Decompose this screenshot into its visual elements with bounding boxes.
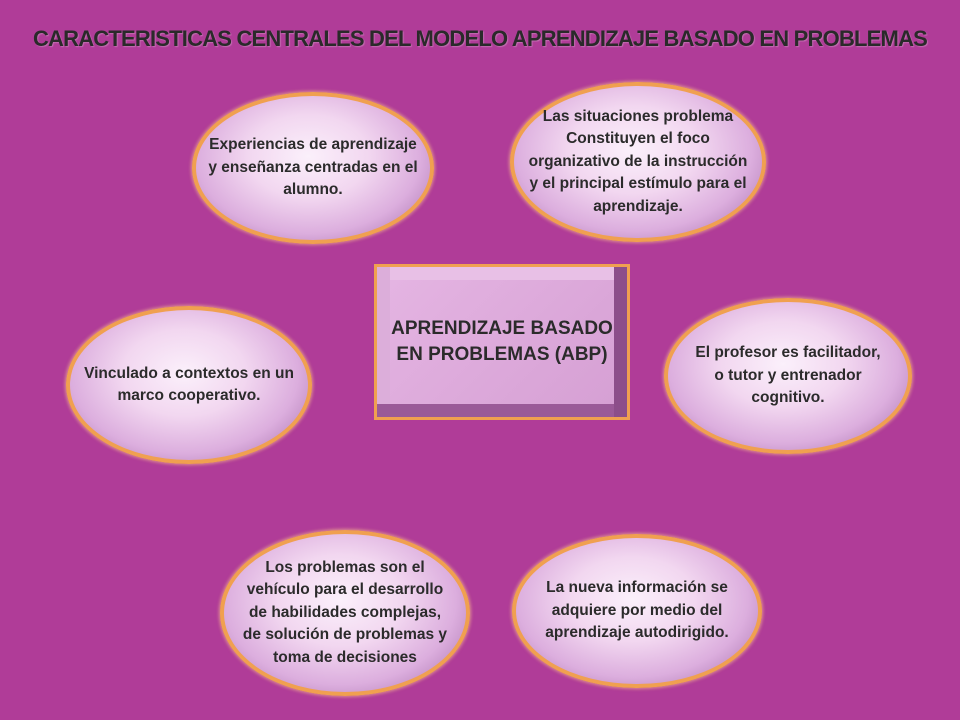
node-text-line: Los problemas son el <box>265 558 425 576</box>
node-text-line: adquiere por medio del <box>551 601 723 619</box>
node-cooperative-context <box>66 306 312 464</box>
node-text-line: cognitivo. <box>751 389 825 407</box>
node-text-line: Constituyen el foco <box>566 130 710 148</box>
node-text-line: vehículo para el desarrollo <box>246 581 444 599</box>
bevel-edge <box>377 404 627 417</box>
node-self-directed-learning <box>512 534 762 688</box>
node-text <box>545 577 728 644</box>
node-text-line: Vinculado a contextos en un <box>84 364 294 382</box>
node-text-line: aprendizaje autodirigido. <box>545 624 729 642</box>
page-title: CARACTERISTICAS CENTRALES DEL MODELO APRENDIZAJE BASADO EN PROBLEMAS <box>32 26 928 51</box>
central-concept-face <box>390 280 614 404</box>
node-text-line: y enseñanza centradas en el <box>208 158 418 176</box>
node-text-line: de habilidades complejas, <box>248 603 442 621</box>
bevel-edge <box>614 267 627 417</box>
node-text <box>243 557 447 669</box>
node-text-line: de solución de problemas y <box>242 626 448 644</box>
node-problems-vehicle <box>220 530 470 696</box>
central-concept-line: APRENDIZAJE BASADO <box>391 318 613 340</box>
node-text-line: La nueva información se <box>546 579 728 597</box>
bevel-edge <box>377 267 627 280</box>
node-student-centered <box>192 92 434 244</box>
node-text <box>695 342 880 409</box>
node-problem-situations <box>510 82 766 242</box>
node-text-line: marco cooperativo. <box>117 387 261 404</box>
central-concept-line: EN PROBLEMAS (ABP) <box>396 344 608 365</box>
bevel-edge <box>377 267 390 417</box>
node-text <box>529 106 748 218</box>
node-text-line: aprendizaje. <box>593 197 683 215</box>
node-text-line: El profesor es facilitador, <box>695 344 881 362</box>
node-text-line: organizativo de la instrucción <box>528 152 748 170</box>
node-text-line: Las situaciones problema <box>542 107 734 125</box>
node-text-line: alumno. <box>283 181 343 199</box>
node-text-line: Experiencias de aprendizaje <box>209 136 417 154</box>
node-text <box>208 134 417 201</box>
node-text-line: y el principal estímulo para el <box>529 175 747 193</box>
node-teacher-facilitator <box>664 298 912 454</box>
node-text-line: toma de decisiones <box>273 648 417 666</box>
node-text-line: o tutor y entrenador <box>714 366 862 384</box>
central-concept-box <box>374 264 630 420</box>
central-concept-text <box>391 316 613 367</box>
node-text <box>84 363 294 408</box>
